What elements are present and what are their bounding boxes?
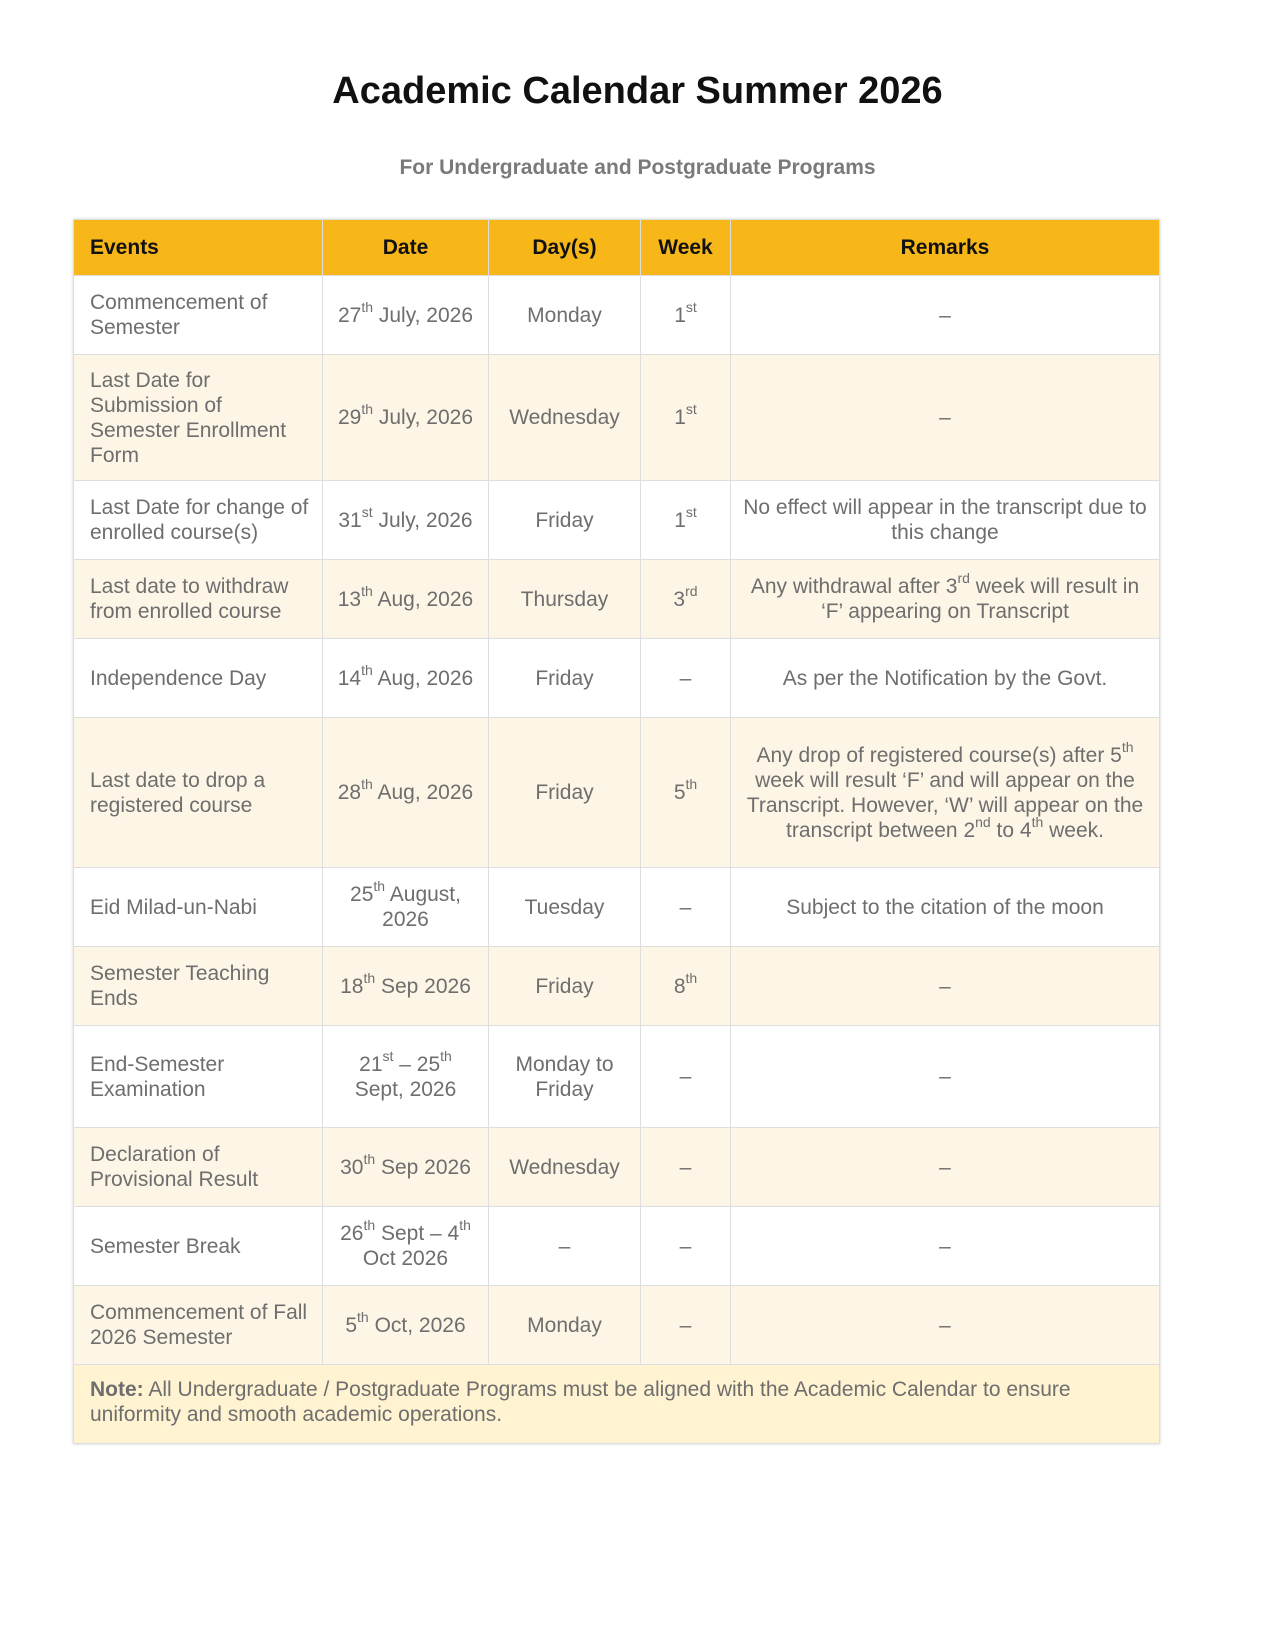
ordinal-suffix: th: [1121, 738, 1134, 755]
remarks-cell: –: [731, 276, 1160, 355]
academic-calendar-table: [73, 219, 1160, 1444]
week-cell: 1st: [641, 355, 731, 481]
day-cell: –: [489, 1207, 641, 1286]
ordinal-suffix: th: [1031, 813, 1044, 830]
event-cell: Last date to drop a registered course: [74, 718, 323, 868]
remarks-cell: No effect will appear in the transcript due to this change: [731, 481, 1160, 560]
ordinal-suffix: th: [361, 582, 373, 599]
ordinal-suffix: th: [361, 401, 374, 417]
remarks-cell: Any withdrawal after 3rd week will result in ‘F’ appearing on Transcript: [731, 560, 1160, 639]
day-cell: Friday: [489, 718, 641, 868]
table-row: [74, 718, 1160, 868]
table-row: [74, 868, 1160, 947]
day-cell: Tuesday: [489, 868, 641, 947]
note-text: All Undergraduate / Postgraduate Programs must be aligned with the Academic Calendar to ensure uniformity and smooth academic operations.: [90, 1378, 1071, 1426]
table-row: [74, 947, 1160, 1026]
remarks-cell: –: [731, 947, 1160, 1026]
ordinal-suffix: rd: [685, 582, 698, 599]
date-cell: 18th Sep 2026: [323, 947, 489, 1026]
day-cell: Monday: [489, 276, 641, 355]
week-cell: 3rd: [641, 560, 731, 639]
ordinal-suffix: th: [459, 1217, 471, 1233]
event-cell: Declaration of Provisional Result: [74, 1128, 323, 1207]
event-cell: Last date to withdraw from enrolled course: [74, 560, 323, 639]
table-row: [74, 1286, 1160, 1365]
week-cell: 8th: [641, 947, 731, 1026]
table-body: [74, 276, 1160, 1365]
day-cell: Friday: [489, 481, 641, 560]
day-cell: Friday: [489, 639, 641, 718]
header-remarks: Remarks: [731, 220, 1160, 276]
date-cell: 27th July, 2026: [323, 276, 489, 355]
week-cell: 5th: [641, 718, 731, 868]
note-row: [74, 1365, 1160, 1444]
ordinal-suffix: nd: [975, 813, 991, 830]
table-header-row: [74, 220, 1160, 276]
ordinal-suffix: st: [382, 1047, 394, 1064]
remarks-cell: –: [731, 1286, 1160, 1365]
remarks-cell: –: [731, 355, 1160, 481]
remarks-cell: As per the Notification by the Govt.: [731, 639, 1160, 718]
remarks-cell: –: [731, 1128, 1160, 1207]
ordinal-suffix: th: [361, 776, 373, 792]
day-cell: Wednesday: [489, 1128, 641, 1207]
date-cell: 21st – 25th Sept, 2026: [323, 1026, 489, 1128]
week-cell: –: [641, 868, 731, 947]
week-cell: –: [641, 1026, 731, 1128]
week-cell: 1st: [641, 481, 731, 560]
ordinal-suffix: th: [361, 298, 374, 315]
table-row: [74, 639, 1160, 718]
event-cell: Commencement of Semester: [74, 276, 323, 355]
remarks-cell: –: [731, 1207, 1160, 1286]
table-row: [74, 1207, 1160, 1286]
note-label: Note:: [90, 1378, 144, 1401]
date-cell: 14th Aug, 2026: [323, 639, 489, 718]
date-cell: 30th Sep 2026: [323, 1128, 489, 1207]
ordinal-suffix: th: [363, 1150, 376, 1167]
page-subtitle: For Undergraduate and Postgraduate Programs: [399, 156, 876, 179]
ordinal-suffix: th: [363, 1217, 376, 1233]
week-cell: –: [641, 639, 731, 718]
event-cell: Independence Day: [74, 639, 323, 718]
ordinal-suffix: th: [685, 776, 698, 792]
date-cell: 26th Sept – 4th Oct 2026: [323, 1207, 489, 1286]
date-cell: 29th July, 2026: [323, 355, 489, 481]
day-cell: Wednesday: [489, 355, 641, 481]
week-cell: –: [641, 1286, 731, 1365]
remarks-cell: –: [731, 1026, 1160, 1128]
note-cell: [74, 1365, 1160, 1444]
remarks-cell: Subject to the citation of the moon: [731, 868, 1160, 947]
date-cell: 31st July, 2026: [323, 481, 489, 560]
ordinal-suffix: th: [357, 1308, 369, 1325]
table-row: [74, 560, 1160, 639]
header-week: Week: [641, 220, 731, 276]
week-cell: –: [641, 1207, 731, 1286]
ordinal-suffix: st: [361, 503, 373, 520]
table-row: [74, 1026, 1160, 1128]
event-cell: End-Semester Examination: [74, 1026, 323, 1128]
ordinal-suffix: th: [440, 1047, 452, 1064]
date-cell: 13th Aug, 2026: [323, 560, 489, 639]
day-cell: Monday: [489, 1286, 641, 1365]
table-row: [74, 355, 1160, 481]
date-cell: 28th Aug, 2026: [323, 718, 489, 868]
date-cell: 5th Oct, 2026: [323, 1286, 489, 1365]
table-row: [74, 276, 1160, 355]
ordinal-suffix: th: [685, 969, 698, 986]
ordinal-suffix: st: [685, 401, 697, 417]
event-cell: Commencement of Fall 2026 Semester: [74, 1286, 323, 1365]
day-cell: Friday: [489, 947, 641, 1026]
page-title: Academic Calendar Summer 2026: [332, 70, 943, 112]
date-cell: 25th August, 2026: [323, 868, 489, 947]
event-cell: Semester Teaching Ends: [74, 947, 323, 1026]
ordinal-suffix: st: [685, 298, 697, 315]
ordinal-suffix: th: [373, 878, 386, 894]
ordinal-suffix: st: [685, 503, 697, 520]
table-row: [74, 1128, 1160, 1207]
table-row: [74, 481, 1160, 560]
remarks-cell: Any drop of registered course(s) after 5th week will result ‘F’ and will appear on the Transcript. However, ‘W’ will appear on the transcript between 2nd to 4th week.: [731, 718, 1160, 868]
event-cell: Eid Milad-un-Nabi: [74, 868, 323, 947]
header-date: Date: [323, 220, 489, 276]
ordinal-suffix: rd: [957, 570, 970, 586]
event-cell: Last Date for Submission of Semester Enrollment Form: [74, 355, 323, 481]
event-cell: Last Date for change of enrolled course(s): [74, 481, 323, 560]
header-events: Events: [74, 220, 323, 276]
week-cell: 1st: [641, 276, 731, 355]
ordinal-suffix: th: [361, 661, 373, 678]
week-cell: –: [641, 1128, 731, 1207]
ordinal-suffix: th: [363, 969, 376, 986]
event-cell: Semester Break: [74, 1207, 323, 1286]
day-cell: Thursday: [489, 560, 641, 639]
day-cell: Monday to Friday: [489, 1026, 641, 1128]
header-days: Day(s): [489, 220, 641, 276]
